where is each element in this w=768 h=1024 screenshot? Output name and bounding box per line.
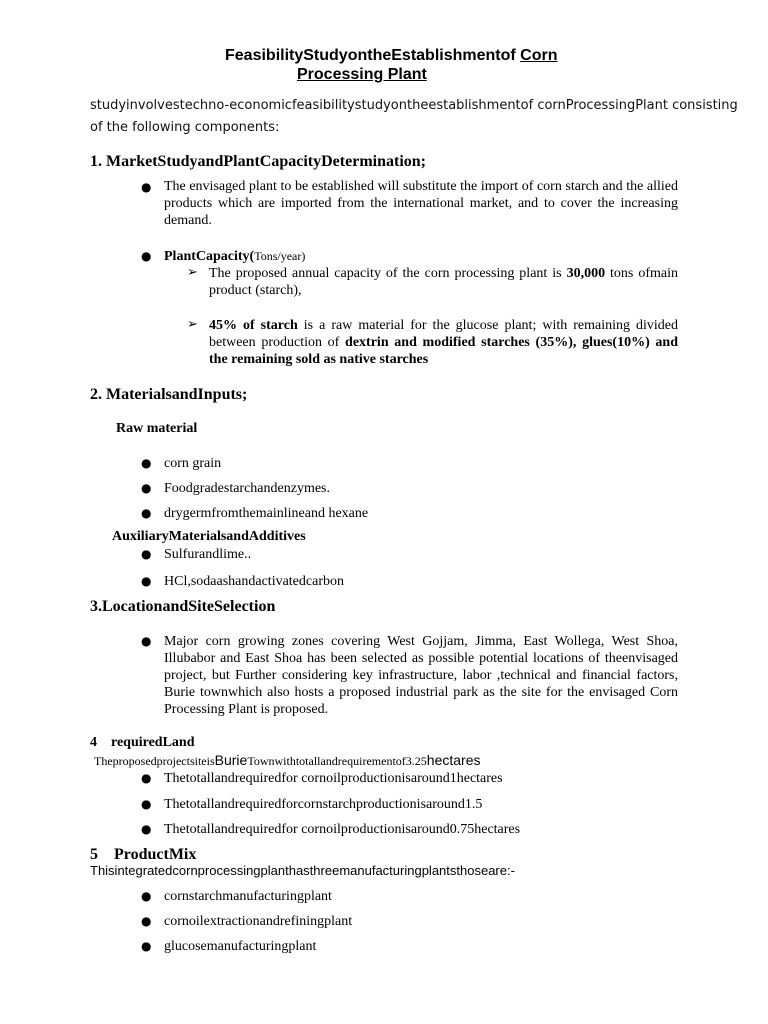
intro-b: Burie xyxy=(214,752,248,768)
bullet-dot-icon: ● xyxy=(141,771,152,785)
section-4-title: requiredLand xyxy=(111,735,195,750)
section-5-number: 5 xyxy=(90,846,98,863)
section-4-number: 4 xyxy=(90,735,97,750)
bullet-dot-icon: ● xyxy=(141,249,152,263)
title-underlined: Corn xyxy=(520,47,558,64)
plant-capacity-unit: Tons/year) xyxy=(254,249,306,263)
raw-item-2: Foodgradestarchandenzymes. xyxy=(164,481,330,496)
intro-d: hectares xyxy=(426,752,481,768)
bullet-dot-icon: ● xyxy=(141,547,152,561)
section-5-heading xyxy=(90,846,196,864)
product-item-1: cornstarchmanufacturingplant xyxy=(164,889,332,904)
intro-a: Theproposedprojectsiteis xyxy=(94,754,215,768)
section-4-heading xyxy=(90,735,195,751)
raw-material-heading: Raw material xyxy=(116,421,198,436)
bullet-dot-icon: ● xyxy=(141,506,152,520)
title-prefix: FeasibilityStudyontheEstablishmentof xyxy=(225,47,521,64)
arrow-bullet-icon: ➢ xyxy=(187,265,198,280)
title-line-2 xyxy=(297,66,427,84)
product-item-2: cornoilextractionandrefiningplant xyxy=(164,914,353,929)
bullet-dot-icon: ● xyxy=(141,939,152,953)
bullet-dot-icon: ● xyxy=(141,889,152,903)
intro-c: Townwithtotallandrequirementof3.25 xyxy=(247,754,427,768)
section-4-intro xyxy=(94,752,480,770)
bullet-dot-icon: ● xyxy=(141,180,152,194)
section-3-bullet-text: Major corn growing zones covering West Gojjam, Jimma, East Wollega, West Shoa, Illubabor and East Shoa has been selected as possible potential locations of theenvisaged project, but Further considering key infrastructure, labor ,technical and financial factors, Burie townwhich also hosts a proposed industrial park as the site for the envisaged Corn Processing Plant is proposed. xyxy=(164,634,678,717)
raw-item-1: corn grain xyxy=(164,456,222,471)
sub-1-pre: The proposed annual capacity of the corn processing plant is xyxy=(209,266,567,281)
sub-1-post: tons ofmain product (starch), xyxy=(209,266,679,298)
raw-item-3: drygermfromthemainlineand hexane xyxy=(164,506,369,521)
arrow-bullet-icon: ➢ xyxy=(187,317,198,332)
capacity-sub-2 xyxy=(209,317,678,368)
intro-line-1: studyinvolvestechno-economicfeasibilitystudyontheestablishmentof cornProcessingPlant consisting xyxy=(90,98,738,113)
title-line-2-text: Processing Plant xyxy=(297,66,427,83)
bullet-dot-icon: ● xyxy=(141,456,152,470)
bullet-dot-icon: ● xyxy=(141,822,152,836)
sub-2-mid: is a raw material for the glucose plant; with remaining divided between production of xyxy=(209,318,679,350)
section-5-intro: Thisintegratedcornprocessingplanthasthreemanufacturingplantsthoseare:- xyxy=(90,863,515,878)
aux-item-2: HCl,sodaashandactivatedcarbon xyxy=(164,574,344,589)
section-5-title: ProductMix xyxy=(114,846,197,863)
plant-capacity-label xyxy=(164,248,305,265)
bullet-dot-icon: ● xyxy=(141,797,152,811)
section-2-heading: 2. MaterialsandInputs; xyxy=(90,386,248,403)
product-item-3: glucosemanufacturingplant xyxy=(164,939,317,954)
section-1-bullet-text: The envisaged plant to be established will substitute the import of corn starch and the allied products which are imported from the international market, and to cover the increasing demand. xyxy=(164,179,678,228)
section-3-heading: 3.LocationandSiteSelection xyxy=(90,598,276,615)
land-item-2: Thetotallandrequiredforcornstarchproductionisaround1.5 xyxy=(164,797,483,812)
bullet-dot-icon: ● xyxy=(141,634,152,648)
bullet-dot-icon: ● xyxy=(141,914,152,928)
sub-2-bold-1: 45% of starch xyxy=(209,318,298,333)
bullet-dot-icon: ● xyxy=(141,574,152,588)
bullet-dot-icon: ● xyxy=(141,481,152,495)
capacity-sub-1 xyxy=(209,265,678,299)
title-line-1 xyxy=(225,47,557,65)
sub-2-bold-2: dextrin and modified starches (35%), glues(10%) and the remaining sold as native starches xyxy=(209,335,678,367)
aux-item-1: Sulfurandlime.. xyxy=(164,547,252,562)
auxiliary-heading: AuxiliaryMaterialsandAdditives xyxy=(112,529,306,544)
section-1-heading: 1. MarketStudyandPlantCapacityDetermination; xyxy=(90,153,426,170)
sub-1-bold: 30,000 xyxy=(566,266,606,281)
plant-capacity-bold: PlantCapacity( xyxy=(164,249,255,264)
intro-line-2: of the following components: xyxy=(90,120,280,135)
land-item-3: Thetotallandrequiredfor cornoilproductionisaround0.75hectares xyxy=(164,822,521,837)
land-item-1: Thetotallandrequiredfor cornoilproductionisaround1hectares xyxy=(164,771,503,786)
